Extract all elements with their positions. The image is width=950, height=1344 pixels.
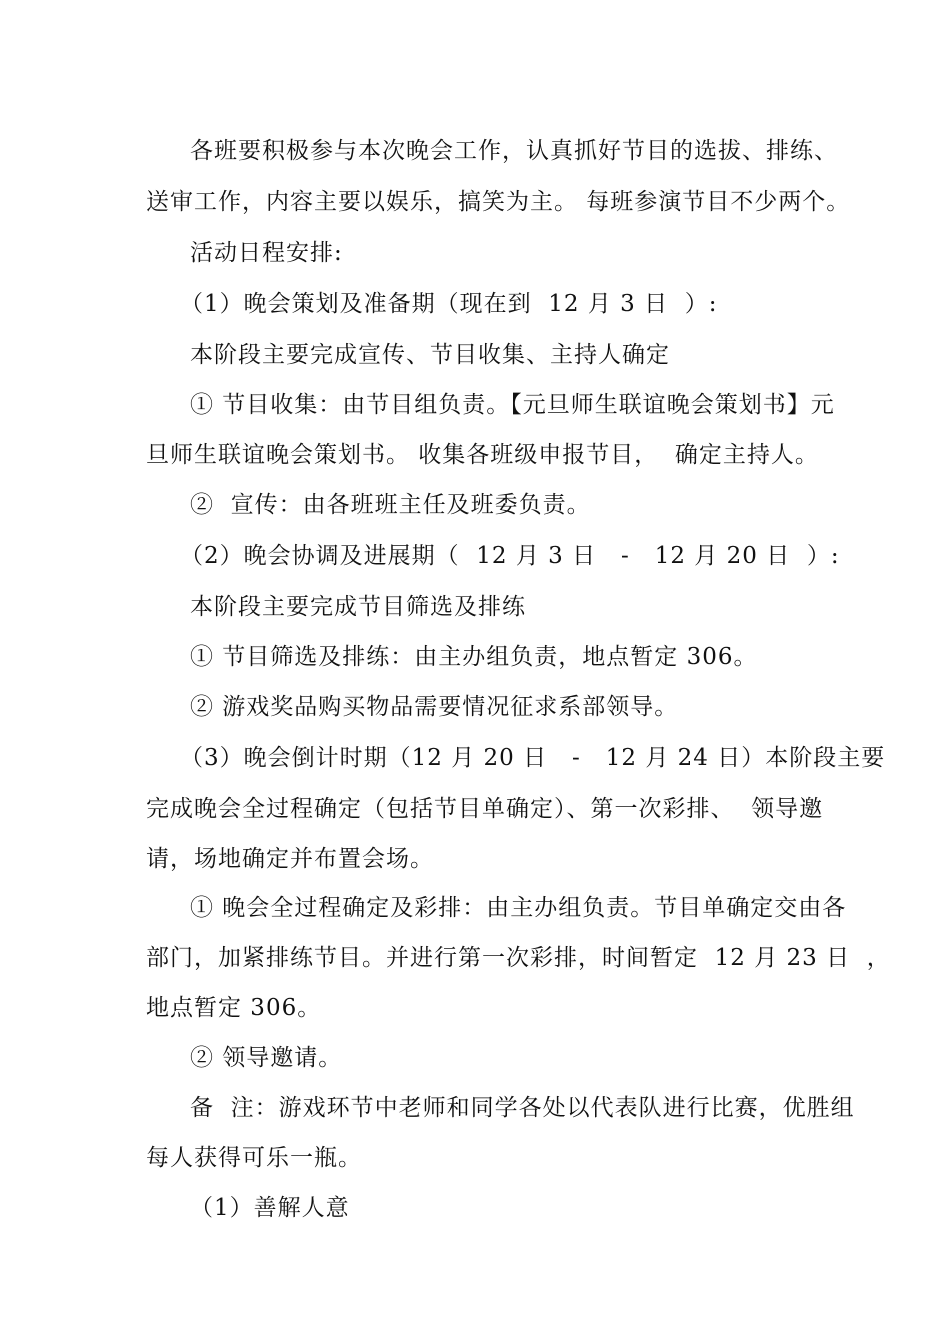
paragraph-line: 地点暂定 306。 — [146, 995, 322, 1021]
paragraph-line: 完成晚会全过程确定（包括节目单确定）、第一次彩排、 领导邀 — [146, 796, 824, 822]
list-item: ① 晚会全过程确定及彩排：由主办组负责。节目单确定交由各 — [190, 895, 847, 921]
list-item: ② 游戏奖品购买物品需要情况征求系部领导。 — [190, 694, 679, 720]
section-heading: 活动日程安排: — [190, 240, 343, 266]
paragraph-line: 本阶段主要完成宣传、节目收集、主持人确定 — [190, 342, 670, 368]
list-item: ① 节目筛选及排练：由主办组负责，地点暂定 306。 — [190, 644, 758, 670]
phase-heading: （3）晚会倒计时期（12 月 20 日 - 12 月 24 日）本阶段主要 — [180, 745, 886, 771]
note-line: 备 注：游戏环节中老师和同学各处以代表队进行比赛，优胜组 — [190, 1095, 855, 1121]
paragraph-line: 送审工作，内容主要以娱乐，搞笑为主。 每班参演节目不少两个。 — [146, 189, 851, 215]
list-item: ① 节目收集：由节目组负责。【元旦师生联谊晚会策划书】元 — [190, 392, 835, 418]
list-item: （1）善解人意 — [190, 1195, 350, 1221]
list-item: ② 宣传：由各班班主任及班委负责。 — [190, 492, 591, 518]
paragraph-line: 旦师生联谊晚会策划书。 收集各班级申报节目， 确定主持人。 — [146, 442, 819, 468]
paragraph-line: 部门，加紧排练节目。并进行第一次彩排，时间暂定 12 月 23 日 ， — [146, 945, 891, 971]
phase-heading: （1）晚会策划及准备期（现在到 12 月 3 日 ）: — [180, 291, 718, 317]
paragraph-line: 请，场地确定并布置会场。 — [146, 846, 434, 872]
paragraph-line: 本阶段主要完成节目筛选及排练 — [190, 594, 526, 620]
list-item: ② 领导邀请。 — [190, 1045, 343, 1071]
paragraph-line: 各班要积极参与本次晚会工作，认真抓好节目的选拔、排练、 — [190, 138, 838, 164]
note-line: 每人获得可乐一瓶。 — [146, 1145, 362, 1171]
phase-heading: （2）晚会协调及进展期（ 12 月 3 日 - 12 月 20 日 ）: — [180, 543, 840, 569]
